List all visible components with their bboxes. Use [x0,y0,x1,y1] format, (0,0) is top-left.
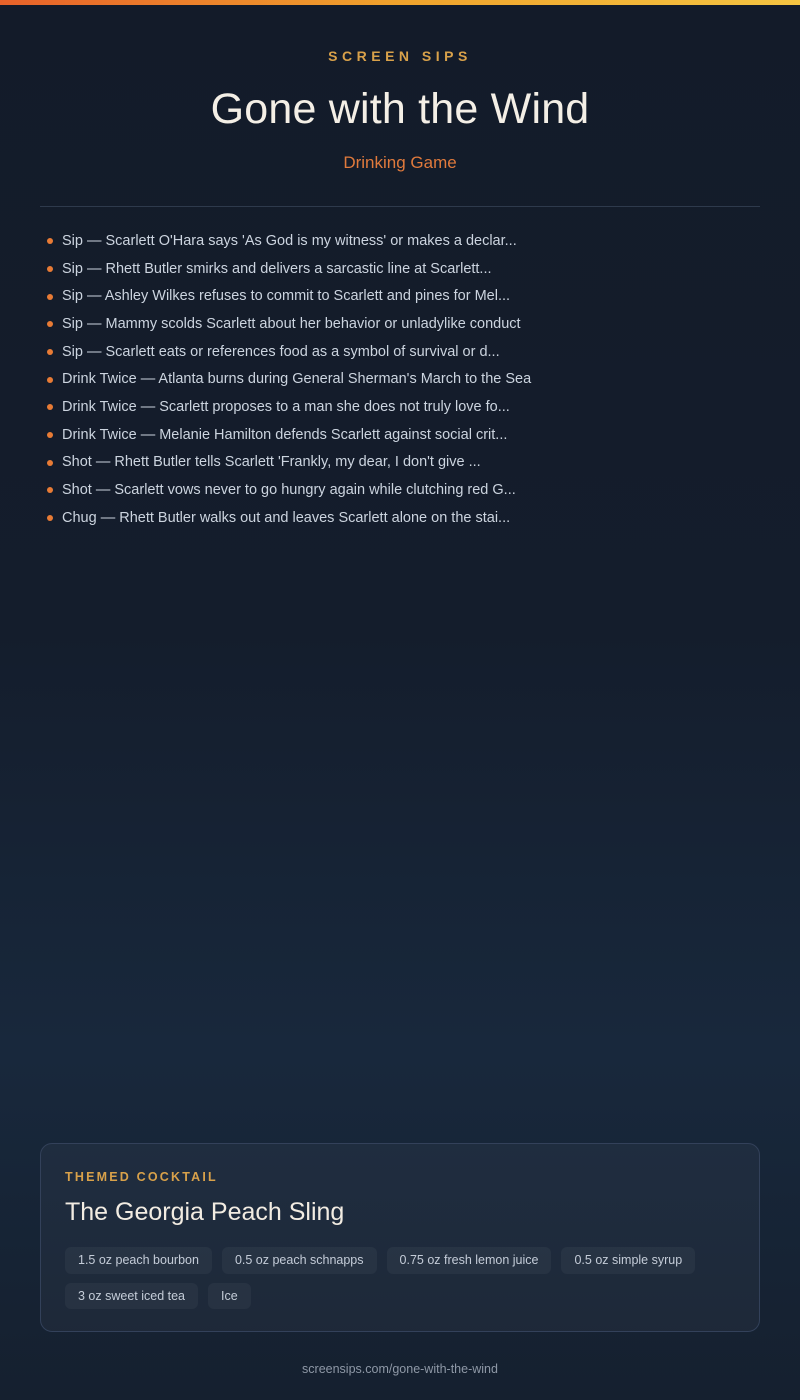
top-accent-bar [0,0,800,5]
rule-text: Sip — Scarlett O'Hara says 'As God is my witness' or makes a declar... [62,232,517,249]
bullet-icon [47,377,53,383]
rule-text: Sip — Ashley Wilkes refuses to commit to Scarlett and pines for Mel... [62,288,511,305]
bullet-icon [47,460,53,466]
bullet-icon [47,515,53,521]
bullet-icon [47,238,53,244]
ingredient-chip: 0.5 oz simple syrup [561,1247,695,1274]
list-item [40,366,760,394]
cocktail-section-label: THEMED COCKTAIL [65,1170,218,1184]
list-item [40,393,760,421]
brand-label: SCREEN SIPS [328,48,472,64]
page-subtitle: Drinking Game [343,153,457,173]
rule-text: Shot — Scarlett vows never to go hungry again while clutching red G... [62,482,516,499]
page-title: Gone with the Wind [210,85,590,133]
themed-cocktail-card [40,1143,760,1332]
footer-url: screensips.com/gone-with-the-wind [302,1362,498,1376]
bullet-icon [47,349,53,355]
bullet-icon [47,294,53,300]
list-item [40,227,760,255]
list-item [40,476,760,504]
list-item [40,255,760,283]
bullet-icon [47,404,53,410]
rule-text: Sip — Scarlett eats or references food as a symbol of survival or d... [62,343,500,360]
page-header [0,0,800,173]
rule-text: Sip — Rhett Butler smirks and delivers a sarcastic line at Scarlett... [62,260,492,277]
bullet-icon [47,266,53,272]
ingredient-chip: 0.75 oz fresh lemon juice [387,1247,552,1274]
rule-text: Chug — Rhett Butler walks out and leaves Scarlett alone on the stai... [62,509,511,526]
ingredient-chip: 0.5 oz peach schnapps [222,1247,377,1274]
content-spacer [0,532,800,1143]
ingredients-list [65,1247,735,1309]
list-item [40,283,760,311]
ingredient-chip: 1.5 oz peach bourbon [65,1247,212,1274]
list-item [40,504,760,532]
list-item [40,449,760,477]
header-divider [40,206,760,207]
ingredient-chip: Ice [208,1283,251,1310]
rule-text: Shot — Rhett Butler tells Scarlett 'Frankly, my dear, I don't give ... [62,454,481,471]
list-item [40,421,760,449]
list-item [40,338,760,366]
rule-text: Drink Twice — Atlanta burns during General Sherman's March to the Sea [62,371,532,388]
bullet-icon [47,321,53,327]
rule-text: Drink Twice — Scarlett proposes to a man she does not truly love fo... [62,399,510,416]
ingredient-chip: 3 oz sweet iced tea [65,1283,198,1310]
cocktail-name: The Georgia Peach Sling [65,1198,345,1226]
bullet-icon [47,487,53,493]
list-item [40,310,760,338]
rules-list [40,227,760,532]
rule-text: Drink Twice — Melanie Hamilton defends Scarlett against social crit... [62,426,508,443]
bullet-icon [47,432,53,438]
rule-text: Sip — Mammy scolds Scarlett about her behavior or unladylike conduct [62,315,521,332]
